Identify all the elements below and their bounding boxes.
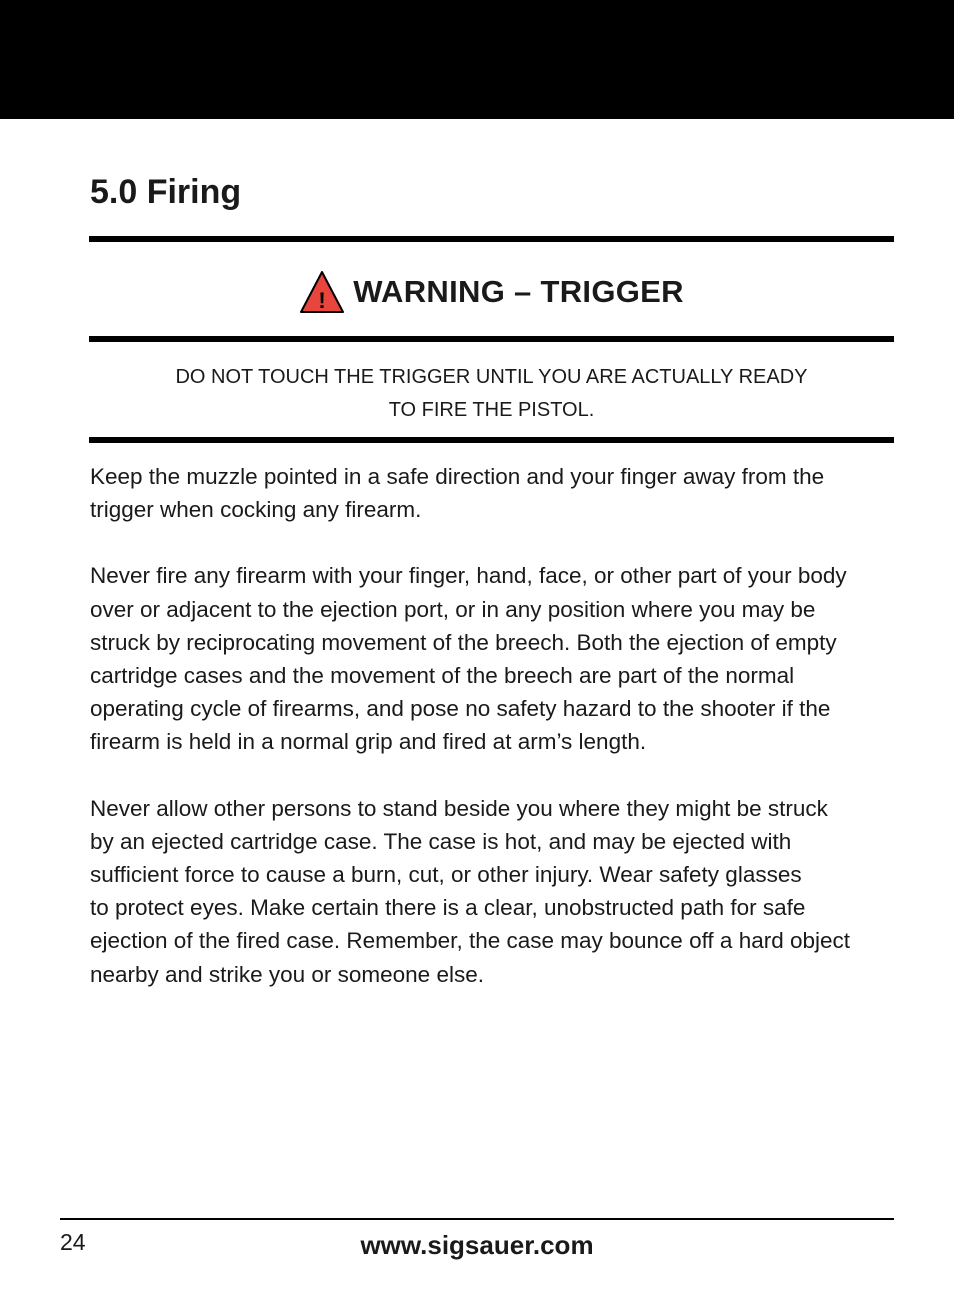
warning-exclamation: ! [318, 288, 326, 313]
divider-middle [89, 336, 894, 342]
body-content [90, 460, 900, 1024]
text-line: trigger when cocking any firearm. [90, 497, 422, 523]
warning-message [89, 361, 894, 427]
text-line: Never fire any firearm with your finger, hand, face, or other part of your body [90, 563, 847, 589]
paragraph-ejection-port [90, 559, 900, 758]
warning-line: DO NOT TOUCH THE TRIGGER UNTIL YOU ARE ACTUALLY READY [175, 366, 808, 388]
text-line: by an ejected cartridge case. The case is hot, and may be ejected with [90, 828, 792, 854]
page-number: 24 [60, 1229, 86, 1255]
paragraph-muzzle [90, 460, 900, 526]
divider-top [89, 236, 894, 242]
text-line: struck by reciprocating movement of the breech. Both the ejection of empty [90, 629, 837, 655]
text-line: operating cycle of firearms, and pose no safety hazard to the shooter if the [90, 696, 831, 722]
footer-divider [60, 1218, 894, 1220]
text-line: cartridge cases and the movement of the breech are part of the normal [90, 663, 795, 689]
text-line: firearm is held in a normal grip and fired at arm’s length. [90, 729, 647, 755]
warning-triangle-icon [299, 270, 345, 314]
text-line: over or adjacent to the ejection port, or in any position where you may be [90, 596, 816, 622]
header-band [0, 0, 954, 119]
footer-url: www.sigsauer.com [360, 1230, 594, 1260]
text-line: Never allow other persons to stand beside you where they might be struck [90, 795, 828, 821]
text-line: to protect eyes. Make certain there is a clear, unobstructed path for safe [90, 895, 806, 921]
text-line: ejection of the fired case. Remember, the case may bounce off a hard object [90, 928, 851, 954]
paragraph-bystanders [90, 792, 900, 991]
warning-title: WARNING – TRIGGER [353, 274, 684, 309]
text-line: sufficient force to cause a burn, cut, or other injury. Wear safety glasses [90, 862, 802, 888]
section-title: 5.0 Firing [90, 173, 242, 211]
text-line: nearby and strike you or someone else. [90, 961, 484, 987]
divider-bottom [89, 437, 894, 443]
warning-header [89, 266, 894, 318]
text-line: Keep the muzzle pointed in a safe direction and your finger away from the [90, 464, 825, 489]
warning-line: TO FIRE THE PISTOL. [388, 399, 595, 421]
